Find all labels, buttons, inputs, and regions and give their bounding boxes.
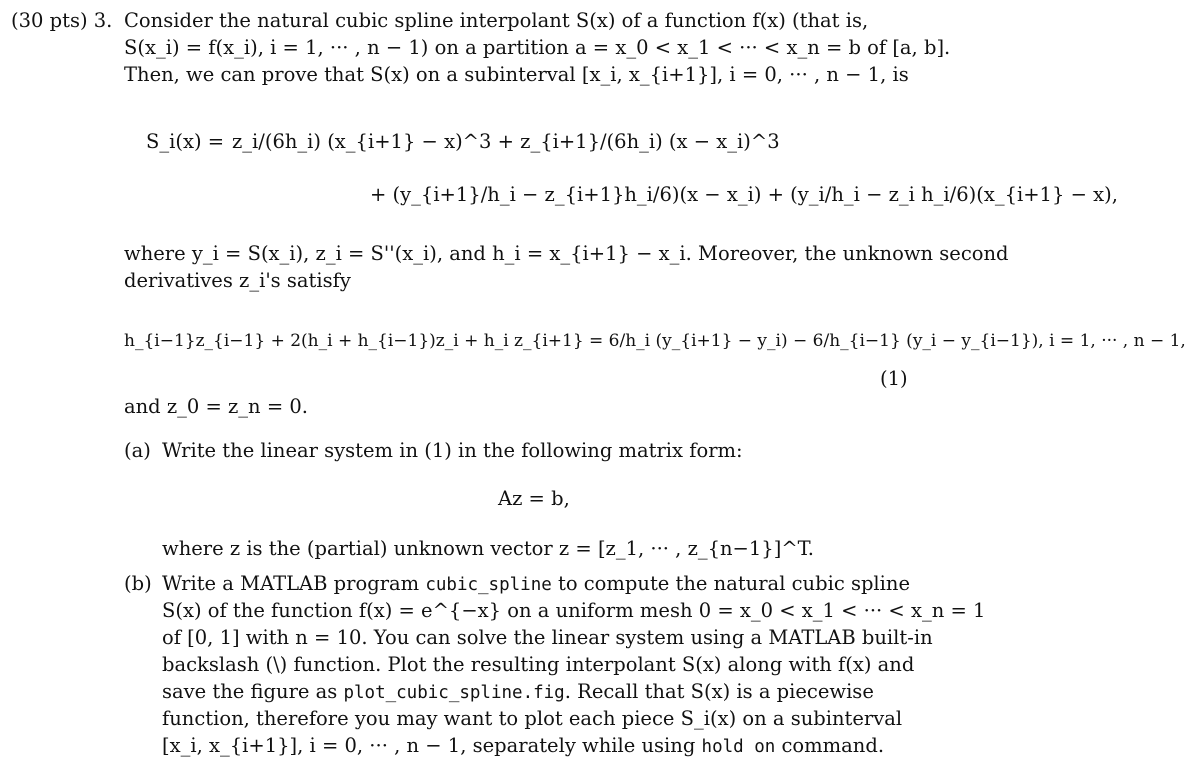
- code-cubic-spline: cubic_spline: [425, 575, 552, 595]
- part-b-text-5a: save the figure as: [162, 680, 338, 703]
- intro-line-1: Consider the natural cubic spline interpolant S(x) of a function f(x) (that is,: [124, 9, 869, 32]
- part-b-text-1: Write a MATLAB program: [162, 572, 420, 595]
- part-a-text: Write the linear system in (1) in the following matrix form:: [162, 439, 743, 462]
- system-equation: h_{i−1}z_{i−1} + 2(h_i + h_{i−1})z_i + h_i z_{i+1} = 6/h_i (y_{i+1} − y_i) − 6/h_{i−1} (y_i − y_{i−1}), i = 1, ··· , n − 1,: [124, 331, 1186, 351]
- part-b-line-6: function, therefore you may want to plot each piece S_i(x) on a subinterval: [162, 707, 903, 730]
- part-a-label: (a): [124, 439, 151, 462]
- part-b-text-2: to compute the natural cubic spline: [557, 572, 911, 595]
- where-line-1: where y_i = S(x_i), z_i = S''(x_i), and h_i = x_{i+1} − x_i. Moreover, the unknown second: [124, 242, 1009, 265]
- part-b-line-3: of [0, 1] with n = 10. You can solve the linear system using a MATLAB built-in: [162, 626, 933, 649]
- code-plot-filename: plot_cubic_spline.fig: [343, 683, 565, 703]
- intro-line-2: S(x_i) = f(x_i), i = 1, ··· , n − 1) on a partition a = x_0 < x_1 < ··· < x_n = b of [a, b].: [124, 36, 951, 59]
- part-b-line-2: S(x) of the function f(x) = e^{−x} on a uniform mesh 0 = x_0 < x_1 < ··· < x_n = 1: [162, 599, 986, 622]
- problem-points: (30 pts) 3.: [11, 9, 113, 32]
- equation-label: (1): [880, 367, 908, 390]
- part-b-line-1: [162, 570, 910, 599]
- part-a-where: where z is the (partial) unknown vector z = [z_1, ··· , z_{n−1}]^T.: [162, 537, 814, 560]
- problem-header: [11, 7, 112, 34]
- spline-formula-lhs: S_i(x) =: [146, 130, 225, 153]
- boundary-condition: and z_0 = z_n = 0.: [124, 395, 308, 418]
- part-b-label: (b): [124, 572, 152, 595]
- spline-formula-line-1: z_i/(6h_i) (x_{i+1} − x)^3 + z_{i+1}/(6h_i) (x − x_i)^3: [232, 130, 780, 153]
- part-b-text-7a: [x_i, x_{i+1}], i = 0, ··· , n − 1, separately while using: [162, 734, 696, 757]
- code-hold-on: hold on: [701, 737, 776, 757]
- part-b-line-7: [162, 732, 884, 761]
- part-b-text-5b: . Recall that S(x) is a piecewise: [564, 680, 874, 703]
- where-line-2: derivatives z_i's satisfy: [124, 269, 351, 292]
- spline-formula-line-2: + (y_{i+1}/h_i − z_{i+1}h_i/6)(x − x_i) + (y_i/h_i − z_i h_i/6)(x_{i+1} − x),: [370, 183, 1118, 206]
- part-a-equation: Az = b,: [498, 487, 570, 510]
- part-b-line-4: backslash (\) function. Plot the resulting interpolant S(x) along with f(x) and: [162, 653, 915, 676]
- intro-line-3: Then, we can prove that S(x) on a subinterval [x_i, x_{i+1}], i = 0, ··· , n − 1, is: [124, 63, 909, 86]
- part-b-line-5: [162, 678, 874, 707]
- part-b-text-7b: command.: [781, 734, 885, 757]
